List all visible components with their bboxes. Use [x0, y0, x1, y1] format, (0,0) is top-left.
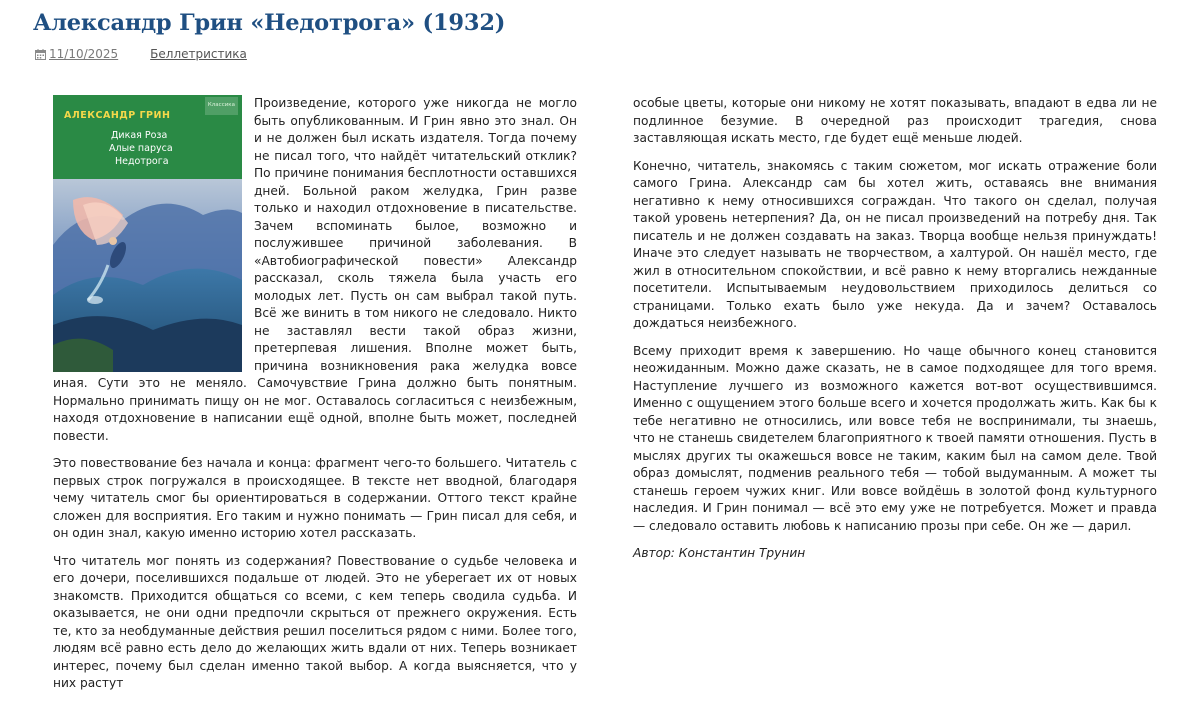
article-column-right	[633, 95, 1157, 573]
calendar-icon	[35, 49, 46, 60]
paragraph: Что читатель мог понять из содержания? Повествование о судьбе человека и его дочери, поселившихся подальше от людей. Это не уберегает их от новых знакомств. Приходится общаться со всеми, с кем теперь сводила судьба. И оказывается, не они одни предпочли скрыться от прежнего окружения. Есть те, кто за необдуманные действия решил поселиться рядом с ними. Более того, людям всё равно есть дело до желающих жить вдали от них. Теперь возникает интерес, почему был сделан именно такой выбор. А когда выясняется, что у них растут	[53, 553, 577, 690]
cover-badge: Классика	[205, 97, 238, 115]
paragraph: Конечно, читатель, знакомясь с таким сюжетом, мог искать отражение боли самого Грина. Александр сам бы хотел жить, оставаясь вне внимания негативно к нему относившихся сограждан. Что такого он сделал, получая такой уровень нетерпения? Да, он не писал произведений на потребу дня. Так писатель и не должен создавать на заказ. Творца вообще нельзя принуждать! Иначе это следует называть не творчеством, а халтурой. Он нашёл место, где жил в относительном спокойствии, и всё равно к нему вторгались нежданные посетители. Испытываемым неудовольствием приходилось делиться со страницами. Только ехать было уже некуда. Да и зачем? Оставалось дождаться неизбежного.	[633, 158, 1157, 330]
article-author: Автор: Константин Трунин	[633, 546, 806, 560]
cover-work-2: Алые паруса	[109, 143, 173, 154]
paragraph: Произведение, которого уже никогда не могло быть опубликованным. И Грин явно это знал. Он и не должен был искать издателя. Тогда почему не писал того, что найдёт читательский отклик? По причине понимания бесплотности оставшихся дней. Больной раком желудка, Грин разве только и находил отдохновение в писательстве. Зачем вспоминать былое, возможно и послужившее причиной заболевания. В «Автобиографической повести» Александр рассказал, сколь тяжела была участь его молодых лет. Пусть он сам выбрал такой путь. Всё же винить в том никого не следовало. Никто не заставлял вести такой образ жизни, претерпевая лишения. Вполне может быть, причина возникновения рака желудка вовсе иная. Сути это не меняло. Самочувствие Грина должно быть понятным. Нормально принимать пищу он не мог. Оставалось согласиться с неизбежным, находя отдохновение в написании ещё одной, вполне быть может, последней повести.	[53, 96, 577, 443]
category-link[interactable]: Беллетристика	[150, 47, 247, 61]
paragraph: особые цветы, которые они никому не хотят показывать, впадают в едва ли не подлинное безумие. В очередной раз происходит трагедия, снова заставляющая искать место, где будет ещё меньше людей.	[633, 96, 1157, 145]
page-title: Александр Грин «Недотрога» (1932)	[33, 10, 506, 36]
cover-work-1: Дикая Роза	[111, 130, 168, 141]
cover-work-3: Недотрога	[115, 156, 169, 167]
cover-author: АЛЕКСАНДР ГРИН	[64, 110, 171, 121]
paragraph: Это повествование без начала и конца: фрагмент чего-то большего. Читатель с первых строк погружался в происходящее. В тексте нет вводной, благодаря чему читатель смог бы ориентироваться в содержании. Оттого текст крайне сложен для восприятия. Его таким и нужно понимать — Грин писал для себя, и он один знал, какую именно историю хотел рассказать.	[53, 456, 577, 540]
post-meta	[35, 47, 247, 61]
book-cover-image	[53, 95, 242, 372]
paragraph: Всему приходит время к завершению. Но чаще обычного конец становится неожиданным. Можно даже сказать, не в самое подходящее для того время. Наступление лучшего из возможного кажется вот-вот осуществившимся. Именно с ощущением этого больше всего и хочется продолжать жить. Как бы к тебе негативно не относились, или вовсе тебя не воспринимали, ты знаешь, что не станешь свидетелем благоприятного к твоей памяти отношения. Пусть в мыслях других ты окажешься вовсе не таким, каким был на самом деле. Твой образ домыслят, подменив реального тебя — тобой выдуманным. А может ты станешь героем чужих книг. Или вовсе войдёшь в золотой фонд культурного наследия. И Грин понимал — всё это ему уже не потребуется. Может и правда — следовало оставить любовь к написанию прозы при себе. Он же — дарил.	[633, 343, 1157, 533]
article-column-left	[53, 95, 577, 703]
post-date-link[interactable]: 11/10/2025	[49, 47, 119, 61]
